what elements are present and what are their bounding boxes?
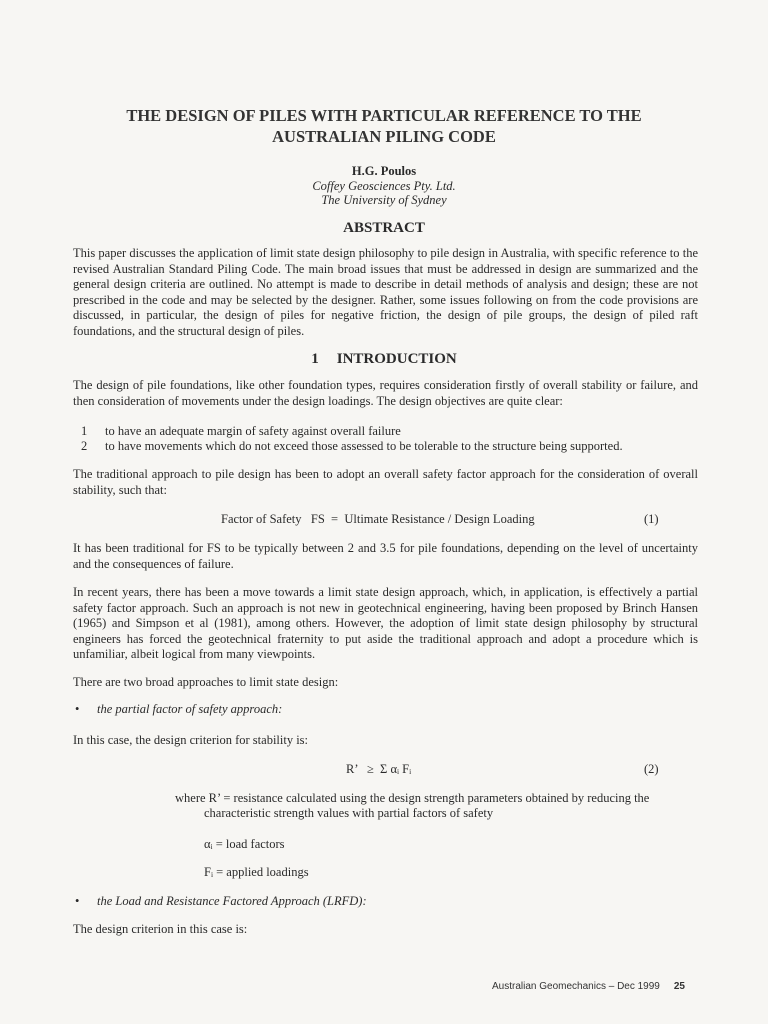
title-line-1: THE DESIGN OF PILES WITH PARTICULAR REFERENCE TO THE — [126, 106, 642, 125]
section-title: INTRODUCTION — [336, 351, 457, 367]
section-number: 1 — [311, 351, 319, 367]
footer-journal: Australian Geomechanics – Dec 1999 — [492, 981, 660, 992]
bullet-text: the partial factor of safety approach: — [97, 702, 283, 716]
where-line-1: where R’ = resistance calculated using the design strength parameters obtained by reducing the — [175, 791, 650, 805]
abstract-text: This paper discusses the application of limit state design philosophy to pile design in Australia, with specific reference to the revised Australian Standard Piling Code. The main broad issues that must be addressed in design are summarized and the general design criteria are outlined. No attempt is made to describe in detail methods of analysis and design; these are not prescribed in the code and may be selected by the designer. Rather, some issues following on from the code provisions are discussed, in particular, the design of piles for negative friction, the design of pile groups, the design of piled raft foundations, and the structural design of piles. — [73, 246, 698, 338]
author-name: H.G. Poulos — [351, 164, 417, 178]
affiliation-1: Coffey Geosciences Pty. Ltd. — [312, 179, 456, 193]
abstract-heading: ABSTRACT — [343, 220, 425, 236]
definition-alpha: αᵢ = load factors — [204, 837, 285, 851]
list-number: 1 — [81, 424, 88, 438]
page-footer — [492, 981, 685, 992]
bullet-text: the Load and Resistance Factored Approach (LRFD): — [97, 894, 367, 908]
list-text: to have an adequate margin of safety against overall failure — [105, 424, 401, 438]
bullet-item — [75, 894, 367, 909]
intro-paragraph-7: The design criterion in this case is: — [73, 922, 248, 936]
equation-2-text: R’ ≥ Σ αᵢ Fᵢ — [346, 762, 412, 776]
where-clause — [175, 791, 698, 821]
list-number: 2 — [81, 439, 88, 453]
affiliation-2: The University of Sydney — [321, 193, 447, 207]
equation-2-number: (2) — [644, 762, 659, 776]
section-heading-introduction — [0, 351, 768, 368]
equation-1-number: (1) — [644, 512, 659, 526]
title-line-2: AUSTRALIAN PILING CODE — [272, 127, 496, 146]
bullet-item — [75, 702, 282, 717]
list-item — [81, 424, 401, 439]
intro-paragraph-6: In this case, the design criterion for stability is: — [73, 733, 309, 747]
intro-paragraph-5: There are two broad approaches to limit state design: — [73, 675, 339, 689]
equation-1-text: Factor of Safety FS = Ultimate Resistance / Design Loading — [221, 512, 535, 526]
list-text: to have movements which do not exceed those assessed to be tolerable to the structure being supported. — [105, 439, 623, 453]
paper-title — [0, 105, 768, 147]
bullet-icon: • — [75, 894, 80, 908]
intro-paragraph-3: It has been traditional for FS to be typically between 2 and 3.5 for pile foundations, depending on the level of uncertainty and the consequences of failure. — [73, 541, 698, 571]
intro-paragraph-1: The design of pile foundations, like other foundation types, requires consideration firstly of overall stability or failure, and then consideration of movements under the design loadings. The design objectives are quite clear: — [73, 378, 698, 408]
list-item — [81, 439, 623, 454]
intro-paragraph-4: In recent years, there has been a move towards a limit state design approach, which, in application, is effectively a partial safety factor approach. Such an approach is not new in geotechnical engineering, having been proposed by Brinch Hansen (1965) and Simpson et al (1981), among others. However, the adoption of limit state design philosophy by structural engineers has forced the geotechnical fraternity to put aside the traditional approach and adopt a procedure which is unfamiliar, albeit logical from many viewpoints. — [73, 585, 698, 661]
intro-paragraph-2: The traditional approach to pile design has been to adopt an overall safety factor approach for the consideration of overall stability, such that: — [73, 467, 698, 497]
bullet-icon: • — [75, 702, 80, 716]
page-number: 25 — [673, 981, 685, 992]
where-line-2: characteristic strength values with partial factors of safety — [204, 806, 494, 820]
definition-f: Fᵢ = applied loadings — [204, 865, 309, 879]
